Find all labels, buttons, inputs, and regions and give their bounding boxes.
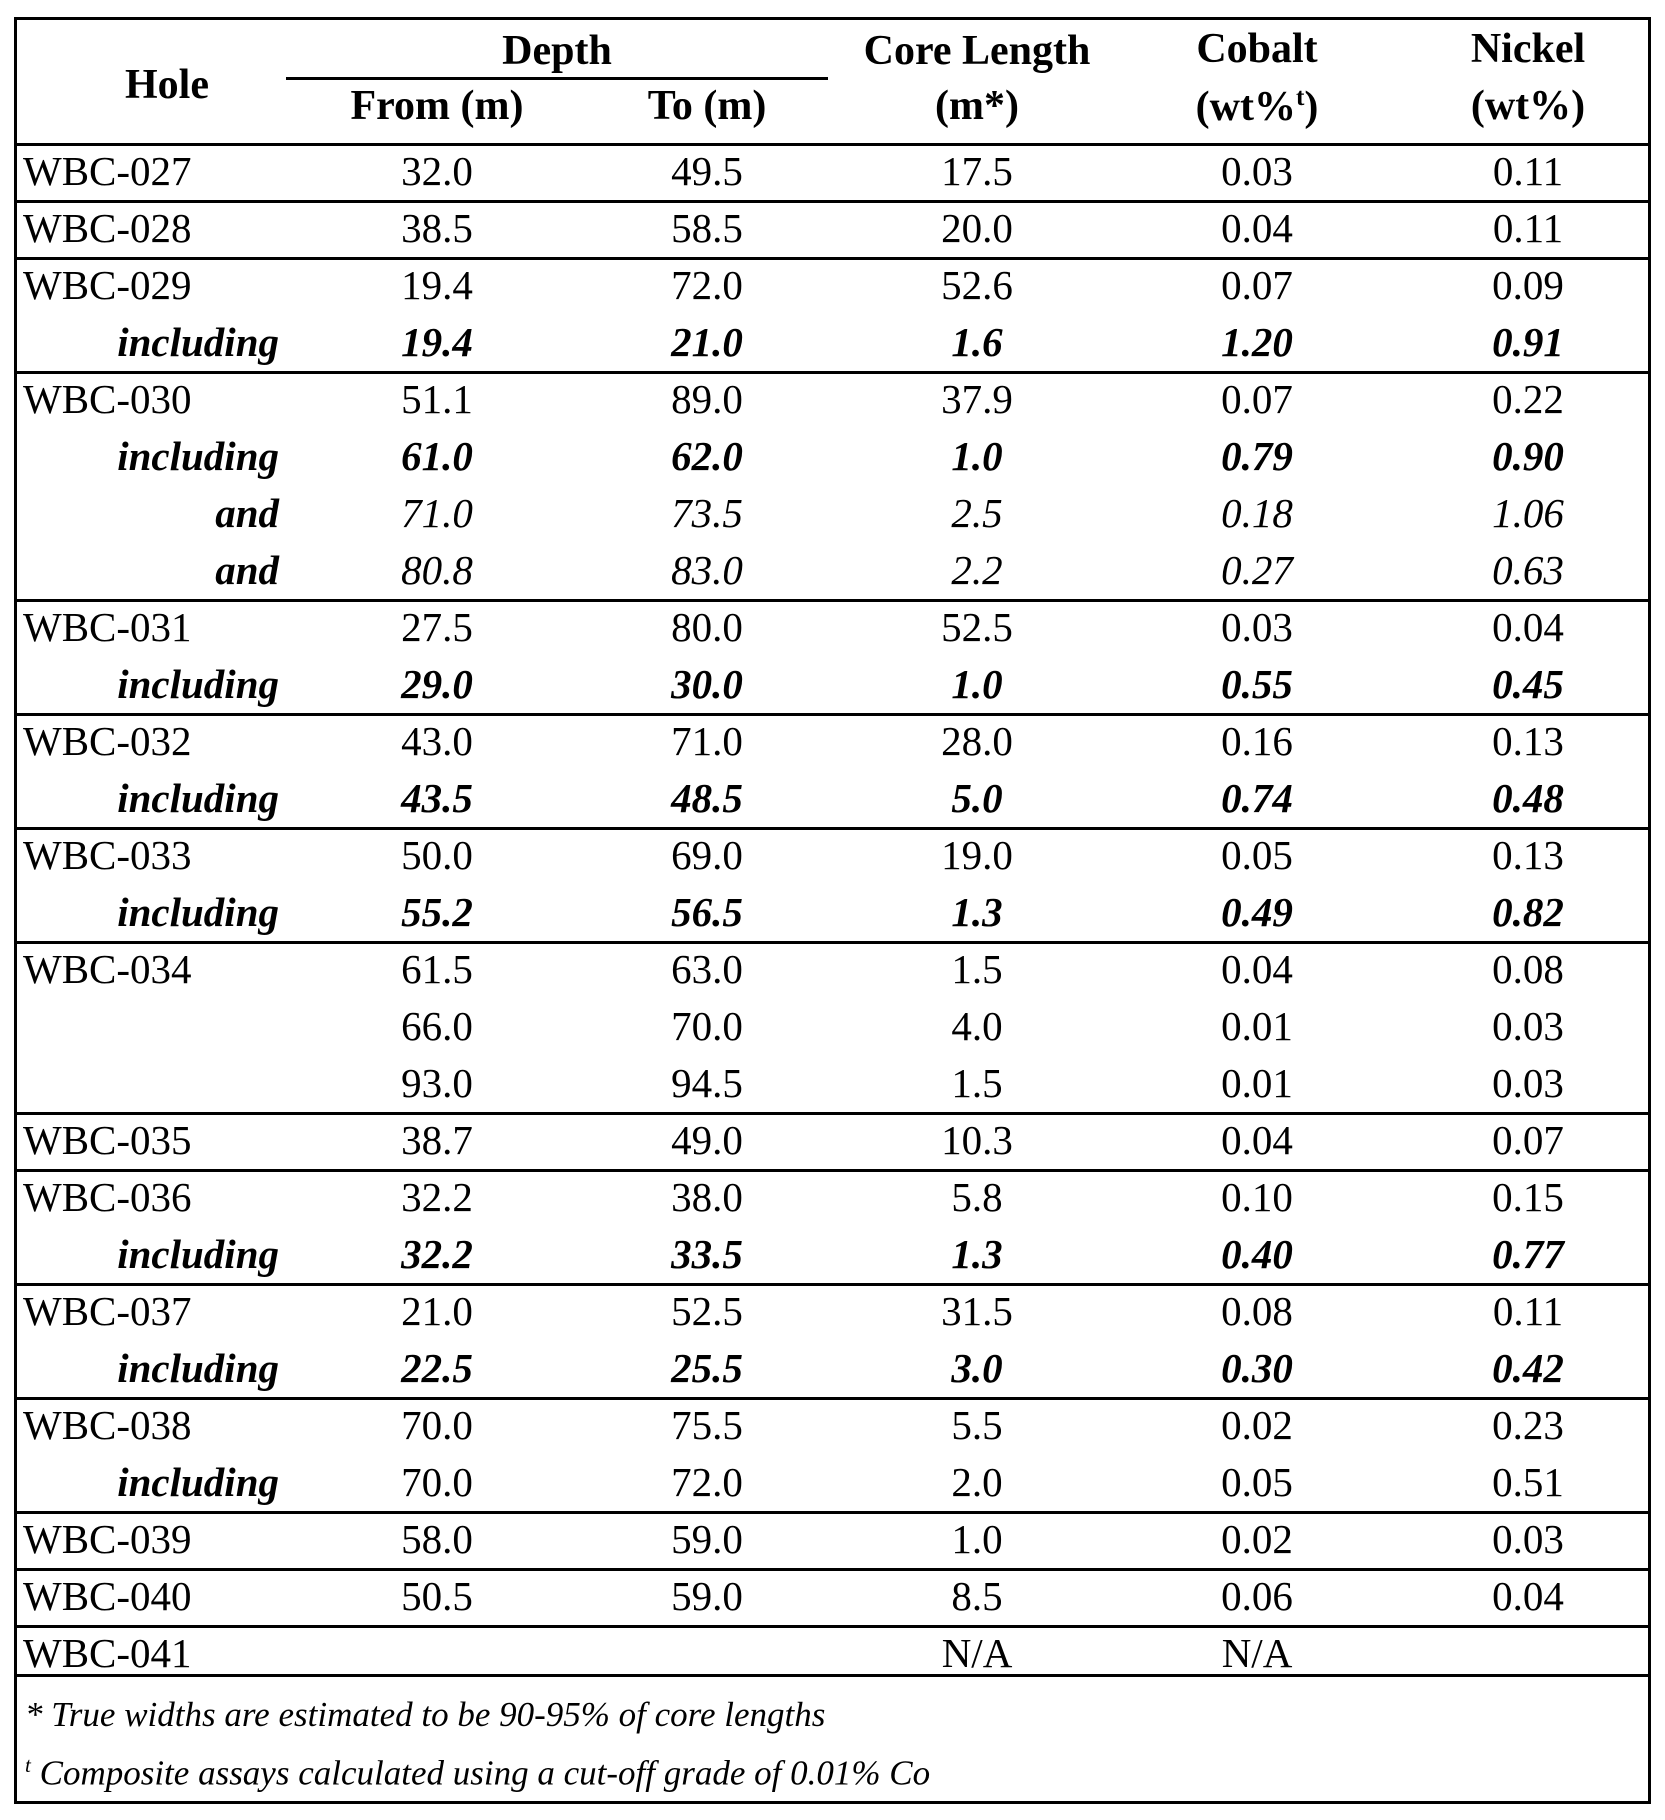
core-length-cell: 5.8	[951, 1174, 1003, 1220]
table-row	[17, 1397, 1648, 1454]
nickel-cell: 0.13	[1492, 718, 1564, 764]
cobalt-cell: 0.16	[1221, 718, 1293, 764]
table-row	[17, 1112, 1648, 1169]
nickel-cell: 0.11	[1492, 205, 1564, 251]
from-cell: 19.4	[401, 319, 473, 365]
header-hole: Hole	[125, 62, 209, 108]
hole-cell: including	[117, 1231, 279, 1277]
table-row	[17, 371, 1648, 428]
from-cell: 71.0	[401, 490, 473, 536]
from-cell: 61.0	[401, 433, 473, 479]
from-cell: 70.0	[401, 1402, 473, 1448]
core-length-cell: 5.5	[951, 1402, 1003, 1448]
nickel-cell: 0.63	[1492, 547, 1564, 593]
from-cell: 93.0	[401, 1060, 473, 1106]
core-length-cell: 1.0	[951, 661, 1003, 707]
cobalt-cell: 0.27	[1221, 547, 1293, 593]
hole-cell: WBC-031	[23, 604, 192, 650]
from-cell: 50.0	[401, 832, 473, 878]
cobalt-cell: 0.40	[1221, 1231, 1293, 1277]
core-length-cell: N/A	[941, 1630, 1013, 1676]
core-length-cell: 1.0	[951, 1516, 1003, 1562]
row-group	[17, 599, 1648, 713]
from-cell: 32.0	[401, 148, 473, 194]
to-cell: 72.0	[671, 262, 743, 308]
to-cell: 49.0	[671, 1117, 743, 1163]
row-group	[17, 713, 1648, 827]
nickel-cell: 0.08	[1492, 946, 1564, 992]
table-row	[17, 656, 1648, 713]
hole-cell: including	[117, 889, 279, 935]
to-cell: 72.0	[671, 1459, 743, 1505]
hole-cell: WBC-029	[23, 262, 192, 308]
nickel-cell: 0.77	[1492, 1231, 1564, 1277]
table-row	[17, 1169, 1648, 1226]
cobalt-cell: 0.74	[1221, 775, 1293, 821]
core-length-cell: 20.0	[941, 205, 1013, 251]
from-cell: 43.5	[401, 775, 473, 821]
from-cell: 21.0	[401, 1288, 473, 1334]
nickel-cell: 0.48	[1492, 775, 1564, 821]
to-cell: 75.5	[671, 1402, 743, 1448]
to-cell: 73.5	[671, 490, 743, 536]
from-cell: 61.5	[401, 946, 473, 992]
table-row	[17, 713, 1648, 770]
from-cell: 38.7	[401, 1117, 473, 1163]
hole-cell: WBC-027	[23, 148, 192, 194]
table-row	[17, 200, 1648, 257]
to-cell: 30.0	[671, 661, 743, 707]
nickel-cell: 0.42	[1492, 1345, 1564, 1391]
cobalt-cell: 0.06	[1221, 1573, 1293, 1619]
table-row	[17, 1283, 1648, 1340]
cobalt-cell: 0.79	[1221, 433, 1293, 479]
to-cell: 94.5	[671, 1060, 743, 1106]
cobalt-cell: 0.05	[1221, 832, 1293, 878]
cobalt-cell: 0.55	[1221, 661, 1293, 707]
cobalt-cell: 0.04	[1221, 946, 1293, 992]
from-cell: 32.2	[401, 1231, 473, 1277]
core-length-cell: 1.6	[951, 319, 1003, 365]
core-length-cell: 17.5	[941, 148, 1013, 194]
footnote-true-widths: * True widths are estimated to be 90-95% of core lengths	[25, 1695, 826, 1734]
hole-cell: WBC-040	[23, 1573, 192, 1619]
hole-cell: and	[215, 490, 279, 536]
nickel-cell: 0.51	[1492, 1459, 1564, 1505]
from-cell: 51.1	[401, 376, 473, 422]
core-length-cell: 2.2	[951, 547, 1003, 593]
core-length-cell: 52.6	[941, 262, 1013, 308]
table-row	[17, 941, 1648, 998]
table-row	[17, 1226, 1648, 1283]
cobalt-cell: 0.01	[1221, 1060, 1293, 1106]
to-cell: 62.0	[671, 433, 743, 479]
core-length-cell: 28.0	[941, 718, 1013, 764]
hole-cell: including	[117, 775, 279, 821]
nickel-cell: 1.06	[1492, 490, 1564, 536]
hole-cell: WBC-035	[23, 1117, 192, 1163]
table-row	[17, 1454, 1648, 1511]
hole-cell: WBC-037	[23, 1288, 192, 1334]
table-row	[17, 1511, 1648, 1568]
table-row	[17, 770, 1648, 827]
core-length-cell: 19.0	[941, 832, 1013, 878]
header-nickel-unit: (wt%)	[1470, 83, 1586, 129]
table-row	[17, 1055, 1648, 1112]
to-cell: 59.0	[671, 1573, 743, 1619]
from-cell: 38.5	[401, 205, 473, 251]
table-row	[17, 143, 1648, 200]
hole-cell: including	[117, 433, 279, 479]
hole-cell: including	[117, 319, 279, 365]
row-group	[17, 941, 1648, 1112]
hole-cell: WBC-034	[23, 946, 192, 992]
hole-cell: including	[117, 661, 279, 707]
to-cell: 33.5	[671, 1231, 743, 1277]
hole-cell: WBC-030	[23, 376, 192, 422]
hole-cell: including	[117, 1345, 279, 1391]
to-cell: 71.0	[671, 718, 743, 764]
core-length-cell: 52.5	[941, 604, 1013, 650]
from-cell: 80.8	[401, 547, 473, 593]
table-row	[17, 257, 1648, 314]
core-length-cell: 3.0	[951, 1345, 1003, 1391]
hole-cell: and	[215, 547, 279, 593]
to-cell: 63.0	[671, 946, 743, 992]
from-cell: 66.0	[401, 1003, 473, 1049]
hole-cell: WBC-033	[23, 832, 192, 878]
cobalt-cell: N/A	[1221, 1630, 1293, 1676]
table-row	[17, 542, 1648, 599]
to-cell: 58.5	[671, 205, 743, 251]
cobalt-cell: 0.07	[1221, 376, 1293, 422]
core-length-cell: 31.5	[941, 1288, 1013, 1334]
nickel-cell: 0.11	[1492, 1288, 1564, 1334]
nickel-cell: 0.82	[1492, 889, 1564, 935]
row-group	[17, 1568, 1648, 1625]
from-cell: 32.2	[401, 1174, 473, 1220]
from-cell: 29.0	[401, 661, 473, 707]
table-row	[17, 314, 1648, 371]
cobalt-cell: 0.04	[1221, 205, 1293, 251]
to-cell: 80.0	[671, 604, 743, 650]
hole-cell: WBC-041	[23, 1630, 192, 1676]
to-cell: 83.0	[671, 547, 743, 593]
cobalt-cell: 1.20	[1221, 319, 1293, 365]
row-group	[17, 1112, 1648, 1169]
table-row	[17, 998, 1648, 1055]
to-cell: 70.0	[671, 1003, 743, 1049]
to-cell: 25.5	[671, 1345, 743, 1391]
core-length-cell: 37.9	[941, 376, 1013, 422]
row-group	[17, 827, 1648, 941]
nickel-cell: 0.90	[1492, 433, 1564, 479]
core-length-cell: 4.0	[951, 1003, 1003, 1049]
from-cell: 43.0	[401, 718, 473, 764]
cobalt-cell: 0.03	[1221, 604, 1293, 650]
from-cell: 70.0	[401, 1459, 473, 1505]
hole-cell: WBC-039	[23, 1516, 192, 1562]
core-length-cell: 1.5	[951, 1060, 1003, 1106]
header-cobalt-unit: (wt%$^t$)	[1195, 84, 1319, 130]
header-core-length-unit: (m*)	[935, 83, 1019, 129]
nickel-cell: 0.23	[1492, 1402, 1564, 1448]
nickel-cell: 0.04	[1492, 604, 1564, 650]
cobalt-cell: 0.10	[1221, 1174, 1293, 1220]
hole-cell: WBC-036	[23, 1174, 192, 1220]
cobalt-cell: 0.49	[1221, 889, 1293, 935]
from-cell: 58.0	[401, 1516, 473, 1562]
nickel-cell: 0.07	[1492, 1117, 1564, 1163]
cobalt-cell: 0.02	[1221, 1402, 1293, 1448]
core-length-cell: 2.0	[951, 1459, 1003, 1505]
table-row	[17, 884, 1648, 941]
row-group	[17, 1169, 1648, 1283]
nickel-cell: 0.45	[1492, 661, 1564, 707]
core-length-cell: 8.5	[951, 1573, 1003, 1619]
nickel-cell: 0.03	[1492, 1516, 1564, 1562]
nickel-cell: 0.15	[1492, 1174, 1564, 1220]
nickel-cell: 0.09	[1492, 262, 1564, 308]
cobalt-cell: 0.30	[1221, 1345, 1293, 1391]
core-length-cell: 1.0	[951, 433, 1003, 479]
nickel-cell: 0.11	[1492, 148, 1564, 194]
to-cell: 56.5	[671, 889, 743, 935]
nickel-cell: 0.13	[1492, 832, 1564, 878]
nickel-cell: 0.03	[1492, 1003, 1564, 1049]
cobalt-cell: 0.05	[1221, 1459, 1293, 1505]
row-group	[17, 1397, 1648, 1511]
footnote-composite-assays: $^t$ Composite assays calculated using a cut-off grade of 0.01% Co	[25, 1753, 931, 1793]
core-length-cell: 5.0	[951, 775, 1003, 821]
cobalt-cell: 0.02	[1221, 1516, 1293, 1562]
core-length-cell: 1.5	[951, 946, 1003, 992]
cobalt-cell: 0.01	[1221, 1003, 1293, 1049]
to-cell: 49.5	[671, 148, 743, 194]
header-from: From (m)	[350, 83, 524, 129]
hole-cell: WBC-038	[23, 1402, 192, 1448]
from-cell: 22.5	[401, 1345, 473, 1391]
to-cell: 52.5	[671, 1288, 743, 1334]
row-group	[17, 143, 1648, 200]
core-length-cell: 10.3	[941, 1117, 1013, 1163]
from-cell: 27.5	[401, 604, 473, 650]
nickel-cell: 0.04	[1492, 1573, 1564, 1619]
header-cobalt: Cobalt	[1196, 26, 1318, 72]
core-length-cell: 1.3	[951, 889, 1003, 935]
to-cell: 48.5	[671, 775, 743, 821]
to-cell: 89.0	[671, 376, 743, 422]
from-cell: 55.2	[401, 889, 473, 935]
cobalt-cell: 0.03	[1221, 148, 1293, 194]
row-group	[17, 371, 1648, 599]
hole-cell: WBC-032	[23, 718, 192, 764]
core-length-cell: 2.5	[951, 490, 1003, 536]
drill-results-table	[14, 17, 1651, 1804]
cobalt-cell: 0.08	[1221, 1288, 1293, 1334]
from-cell: 19.4	[401, 262, 473, 308]
nickel-cell: 0.22	[1492, 376, 1564, 422]
depth-underline	[286, 77, 828, 80]
row-group	[17, 1283, 1648, 1397]
to-cell: 59.0	[671, 1516, 743, 1562]
header-depth: Depth	[502, 28, 612, 74]
cobalt-cell: 0.07	[1221, 262, 1293, 308]
nickel-cell: 0.91	[1492, 319, 1564, 365]
table-row	[17, 827, 1648, 884]
header-nickel: Nickel	[1470, 26, 1586, 72]
row-group	[17, 1511, 1648, 1568]
from-cell: 50.5	[401, 1573, 473, 1619]
row-group	[17, 200, 1648, 257]
table-header	[17, 20, 1648, 146]
to-cell: 38.0	[671, 1174, 743, 1220]
cobalt-cell: 0.18	[1221, 490, 1293, 536]
core-length-cell: 1.3	[951, 1231, 1003, 1277]
row-group	[17, 257, 1648, 371]
hole-cell: WBC-028	[23, 205, 192, 251]
header-to: To (m)	[647, 83, 767, 129]
table-row	[17, 1568, 1648, 1625]
table-row	[17, 485, 1648, 542]
hole-cell: including	[117, 1459, 279, 1505]
table-row	[17, 599, 1648, 656]
to-cell: 69.0	[671, 832, 743, 878]
to-cell: 21.0	[671, 319, 743, 365]
table-row	[17, 1340, 1648, 1397]
table-row	[17, 428, 1648, 485]
header-core-length: Core Length	[863, 28, 1091, 74]
table-footnotes	[17, 1674, 1648, 1804]
nickel-cell: 0.03	[1492, 1060, 1564, 1106]
cobalt-cell: 0.04	[1221, 1117, 1293, 1163]
